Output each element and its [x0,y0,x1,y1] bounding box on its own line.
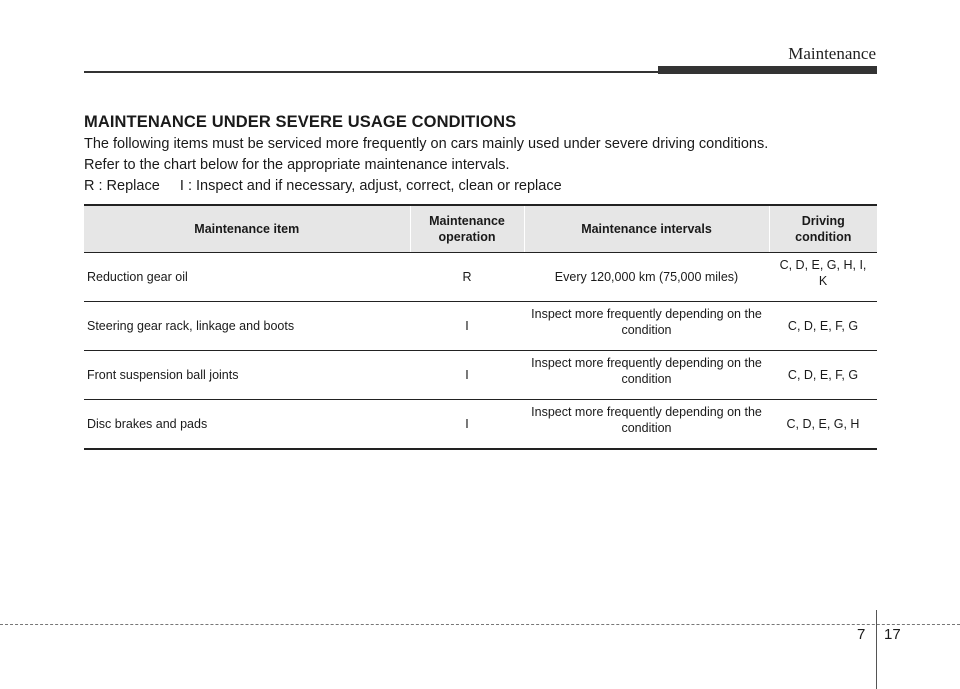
header-maintenance-operation: Maintenance operation [410,205,524,253]
table-row [84,253,877,302]
header-maintenance-intervals: Maintenance intervals [524,205,769,253]
cell-intervals: Inspect more frequently depending on the condition [524,351,769,400]
intro-line-2: Refer to the chart below for the appropriate maintenance intervals. [84,157,510,173]
footer-divider [0,624,960,625]
section-title: MAINTENANCE UNDER SEVERE USAGE CONDITIONS [84,113,517,131]
running-head: Maintenance [788,44,876,63]
cell-condition: C, D, E, F, G [769,351,877,400]
header-maintenance-item: Maintenance item [84,205,410,253]
table-row [84,302,877,351]
cell-condition: C, D, E, F, G [769,302,877,351]
cell-condition: C, D, E, G, H, I, K [769,253,877,302]
maintenance-table [84,204,877,450]
header-driving-condition: Driving condition [769,205,877,253]
page-number: 17 [884,626,901,643]
cell-item: Steering gear rack, linkage and boots [84,302,410,351]
legend-text: R : Replace I : Inspect and if necessary, adjust, correct, clean or replace [84,178,562,194]
cell-item: Front suspension ball joints [84,351,410,400]
cell-condition: C, D, E, G, H [769,400,877,450]
header-rule-thick [658,66,877,74]
cell-intervals: Inspect more frequently depending on the condition [524,400,769,450]
cell-intervals: Inspect more frequently depending on the condition [524,302,769,351]
table-row [84,400,877,450]
page-number-separator [876,610,877,689]
intro-line-1: The following items must be serviced more frequently on cars mainly used under severe driving conditions. [84,136,769,152]
cell-operation: I [410,302,524,351]
chapter-number: 7 [857,626,866,643]
table-row [84,351,877,400]
cell-item: Disc brakes and pads [84,400,410,450]
cell-operation: I [410,351,524,400]
cell-operation: I [410,400,524,450]
cell-intervals: Every 120,000 km (75,000 miles) [524,253,769,302]
table-header-row [84,205,877,253]
cell-item: Reduction gear oil [84,253,410,302]
header-rule-thin [84,71,658,73]
cell-operation: R [410,253,524,302]
